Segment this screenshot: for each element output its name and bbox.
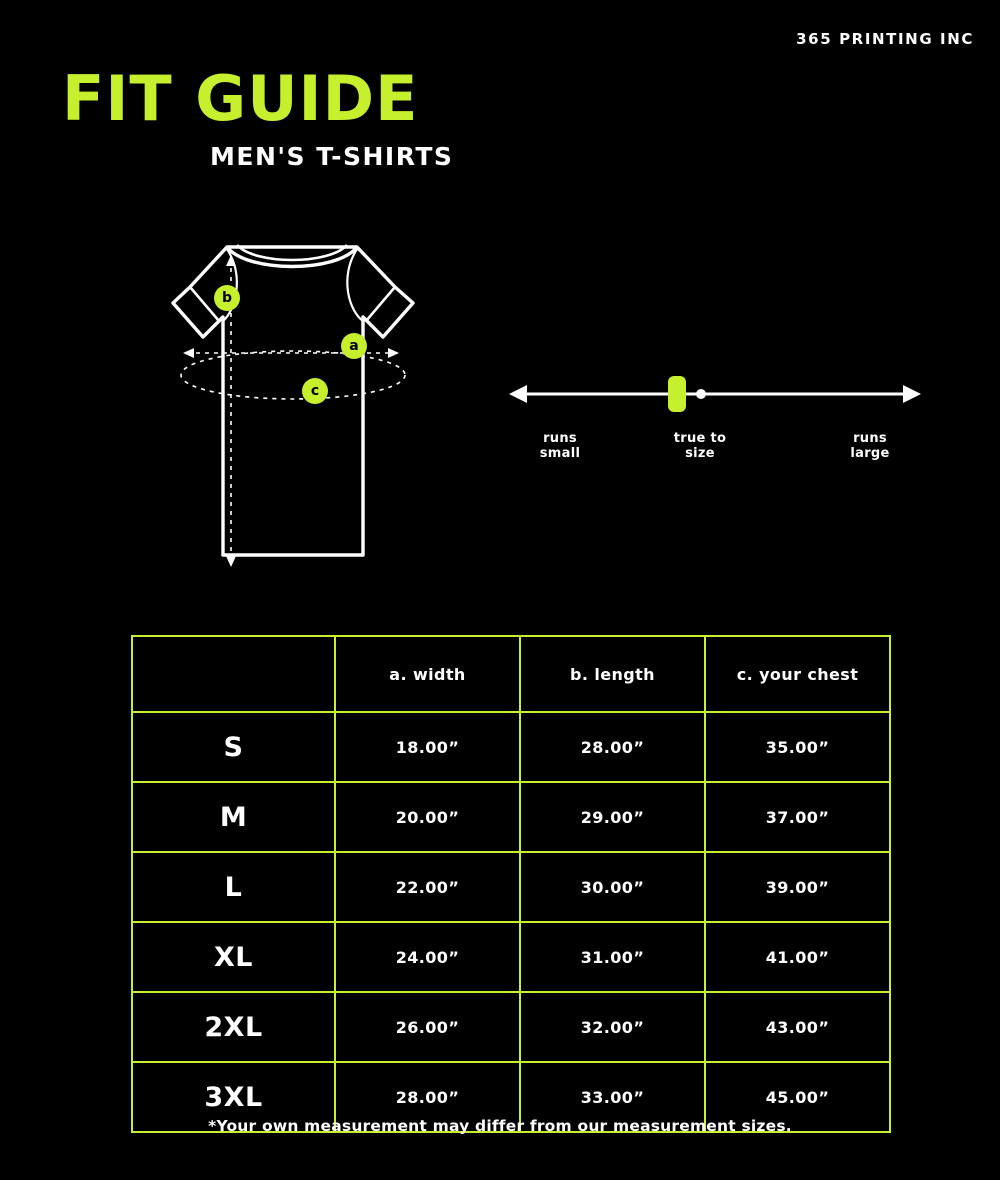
row-width: 28.00” bbox=[335, 1062, 520, 1132]
badge-a-width: a bbox=[341, 333, 367, 359]
row-size: S bbox=[132, 712, 335, 782]
fit-scale-marker bbox=[668, 376, 686, 412]
fit-scale-label-runs-large bbox=[815, 432, 925, 462]
page-subtitle: MEN'S T-SHIRTS bbox=[210, 142, 454, 171]
row-width: 26.00” bbox=[335, 992, 520, 1062]
fit-scale-label-true-to-size bbox=[645, 432, 755, 462]
fit-scale-label-runs-large-line2: large bbox=[850, 445, 890, 461]
row-length: 30.00” bbox=[520, 852, 705, 922]
row-chest: 45.00” bbox=[705, 1062, 890, 1132]
table-row bbox=[132, 922, 890, 992]
table-header-width: a. width bbox=[335, 636, 520, 712]
tshirt-outline-icon bbox=[95, 225, 485, 585]
fit-scale-label-runs-small-line1: runs bbox=[543, 431, 577, 446]
fit-scale bbox=[505, 360, 925, 480]
table-row bbox=[132, 992, 890, 1062]
footnote: *Your own measurement may differ from our measurement sizes. bbox=[208, 1117, 792, 1135]
table-header-length: b. length bbox=[520, 636, 705, 712]
row-length: 31.00” bbox=[520, 922, 705, 992]
size-table bbox=[131, 635, 891, 1133]
page-title: FIT GUIDE bbox=[62, 62, 419, 135]
fit-scale-label-runs-small bbox=[505, 432, 615, 462]
fit-scale-label-runs-small-line2: small bbox=[539, 445, 581, 461]
fit-scale-label-true-line1: true to bbox=[673, 431, 727, 446]
row-width: 22.00” bbox=[335, 852, 520, 922]
row-chest: 41.00” bbox=[705, 922, 890, 992]
row-chest: 37.00” bbox=[705, 782, 890, 852]
table-row bbox=[132, 712, 890, 782]
tshirt-diagram bbox=[95, 225, 485, 585]
row-width: 18.00” bbox=[335, 712, 520, 782]
table-header-size bbox=[132, 636, 335, 712]
table-row bbox=[132, 782, 890, 852]
fit-scale-label-true-line2: size bbox=[685, 445, 715, 461]
table-header-chest: c. your chest bbox=[705, 636, 890, 712]
row-size: 3XL bbox=[132, 1062, 335, 1132]
row-length: 33.00” bbox=[520, 1062, 705, 1132]
row-length: 28.00” bbox=[520, 712, 705, 782]
row-width: 20.00” bbox=[335, 782, 520, 852]
row-size: M bbox=[132, 782, 335, 852]
row-length: 29.00” bbox=[520, 782, 705, 852]
fit-scale-label-runs-large-line1: runs bbox=[853, 431, 887, 446]
table-header-row bbox=[132, 636, 890, 712]
row-chest: 39.00” bbox=[705, 852, 890, 922]
badge-b-length: b bbox=[214, 285, 240, 311]
table-row bbox=[132, 852, 890, 922]
size-table-container bbox=[131, 635, 891, 1133]
brand-logo-text: 365 PRINTING INC bbox=[796, 30, 974, 48]
row-chest: 43.00” bbox=[705, 992, 890, 1062]
row-length: 32.00” bbox=[520, 992, 705, 1062]
row-size: XL bbox=[132, 922, 335, 992]
badge-c-chest: c bbox=[302, 378, 328, 404]
row-width: 24.00” bbox=[335, 922, 520, 992]
fit-scale-axis-icon bbox=[505, 360, 925, 430]
row-size: 2XL bbox=[132, 992, 335, 1062]
row-chest: 35.00” bbox=[705, 712, 890, 782]
row-size: L bbox=[132, 852, 335, 922]
